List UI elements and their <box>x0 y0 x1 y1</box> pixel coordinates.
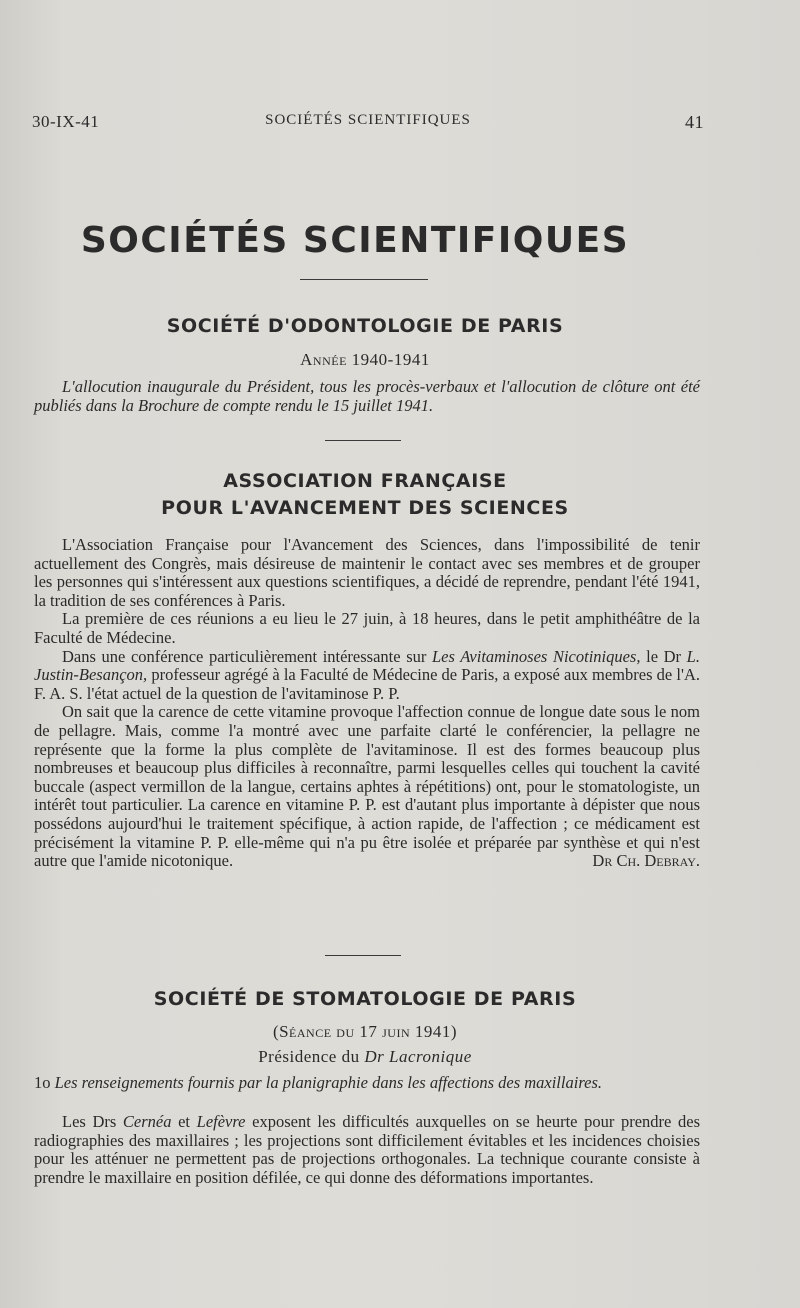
paragraph: Dans une conférence particulièrement intéressante sur Les Avitaminoses Nicotiniques, le Dr L. Justin-Besançon, professeur agrégé à la Faculté de Médecine de Paris, a exposé aux membres de l'A. F. A. S. l'état actuel de la question de l'avitaminose P. P. <box>34 646 700 703</box>
issue-date: 30-IX-41 <box>32 112 100 131</box>
section-text-odontologie <box>34 378 700 415</box>
paragraph: La première de ces réunions a eu lieu le 27 juin, à 18 heures, dans le petit amphithéâtre de la Faculté de Médecine. <box>34 609 700 647</box>
speaker-name: L. Justin-Besançon, <box>34 646 700 685</box>
session-date: (Séance du 17 juin 1941) <box>272 1022 458 1041</box>
page-number: 41 <box>685 112 704 132</box>
divider <box>325 955 401 956</box>
section-text-stomatologie <box>34 1113 700 1187</box>
item-title: Les renseignements fournis par la planigraphie dans les affections des maxillaires. <box>54 1073 602 1092</box>
divider <box>300 279 428 280</box>
paragraph: L'Association Française pour l'Avancement des Sciences, dans l'impossibilité de tenir actuellement des Congrès, mais désireuse de maintenir le contact avec ses membres et de grouper les personnes qui s'intéressent aux questions scientifiques, a décidé de reprendre, pendant l'été 1941, la tradition de ses conférences à Paris. <box>34 535 700 610</box>
section-title-afas-line2: POUR L'AVANCEMENT DES SCIENCES <box>161 497 569 519</box>
conference-title: Les Avitaminoses Nicotiniques, <box>432 646 641 666</box>
presidence: Présidence du Dr Lacronique <box>258 1047 472 1066</box>
divider <box>325 440 401 441</box>
section-text-afas <box>34 536 700 871</box>
running-title: SOCIÉTÉS SCIENTIFIQUES <box>265 112 471 128</box>
item-heading <box>34 1074 700 1093</box>
signature: Dr Ch. Debray. <box>592 851 700 871</box>
paragraph: On sait que la carence de cette vitamine provoque l'affection connue de longue date sous le nom de pellagre. Mais, comme l'a montré avec une parfaite clarté le conférencier, la pellagre ne représente que la forme la plus complète de l'avitaminose. Il est des formes beaucoup plus nombreuses et beaucoup plus difficiles à reconnaître, parmi lesquelles celles qui touchent la cavité buccale (aspect vermillon de la langue, certains aphtes à répétitions) ont, pour le stomatologiste, un intérêt tout particulier. La carence en vitamine P. P. est d'autant plus importante à dépister que nous possédons aujourd'hui le traitement spécifique, à action rapide, de l'affection ; ce médicament est précisément la vitamine P. P. elle-même qui n'a pu être isolée et préparée par synthèse et qui n'est autre que l'amide nicotonique. <box>34 702 700 871</box>
paragraph: Les Drs Cernéa et Lefèvre exposent les difficultés auxquelles on se heurte pour prendre des radiographies des maxillaires ; les projections sont difficilement évitables et les incidences choisies pour les atténuer ne permettent pas de projections orthogonales. La technique courante consiste à prendre le maxillaire en position défilée, ce qui donne des déformations importantes. <box>34 1112 700 1187</box>
main-title: SOCIÉTÉS SCIENTIFIQUES <box>80 220 630 261</box>
section-title-stomatologie: SOCIÉTÉ DE STOMATOLOGIE DE PARIS <box>153 988 577 1010</box>
allocution-note: L'allocution inaugurale du Président, tous les procès-verbaux et l'allocution de clôture ont été publiés dans la Brochure de compte rendu le 15 juillet 1941. <box>34 377 700 415</box>
section-title-odontologie: SOCIÉTÉ D'ODONTOLOGIE DE PARIS <box>166 315 564 337</box>
item-number: 1o <box>34 1073 51 1092</box>
section-title-afas-line1: ASSOCIATION FRANÇAISE <box>223 470 507 492</box>
section-year: Année 1940-1941 <box>300 350 430 369</box>
